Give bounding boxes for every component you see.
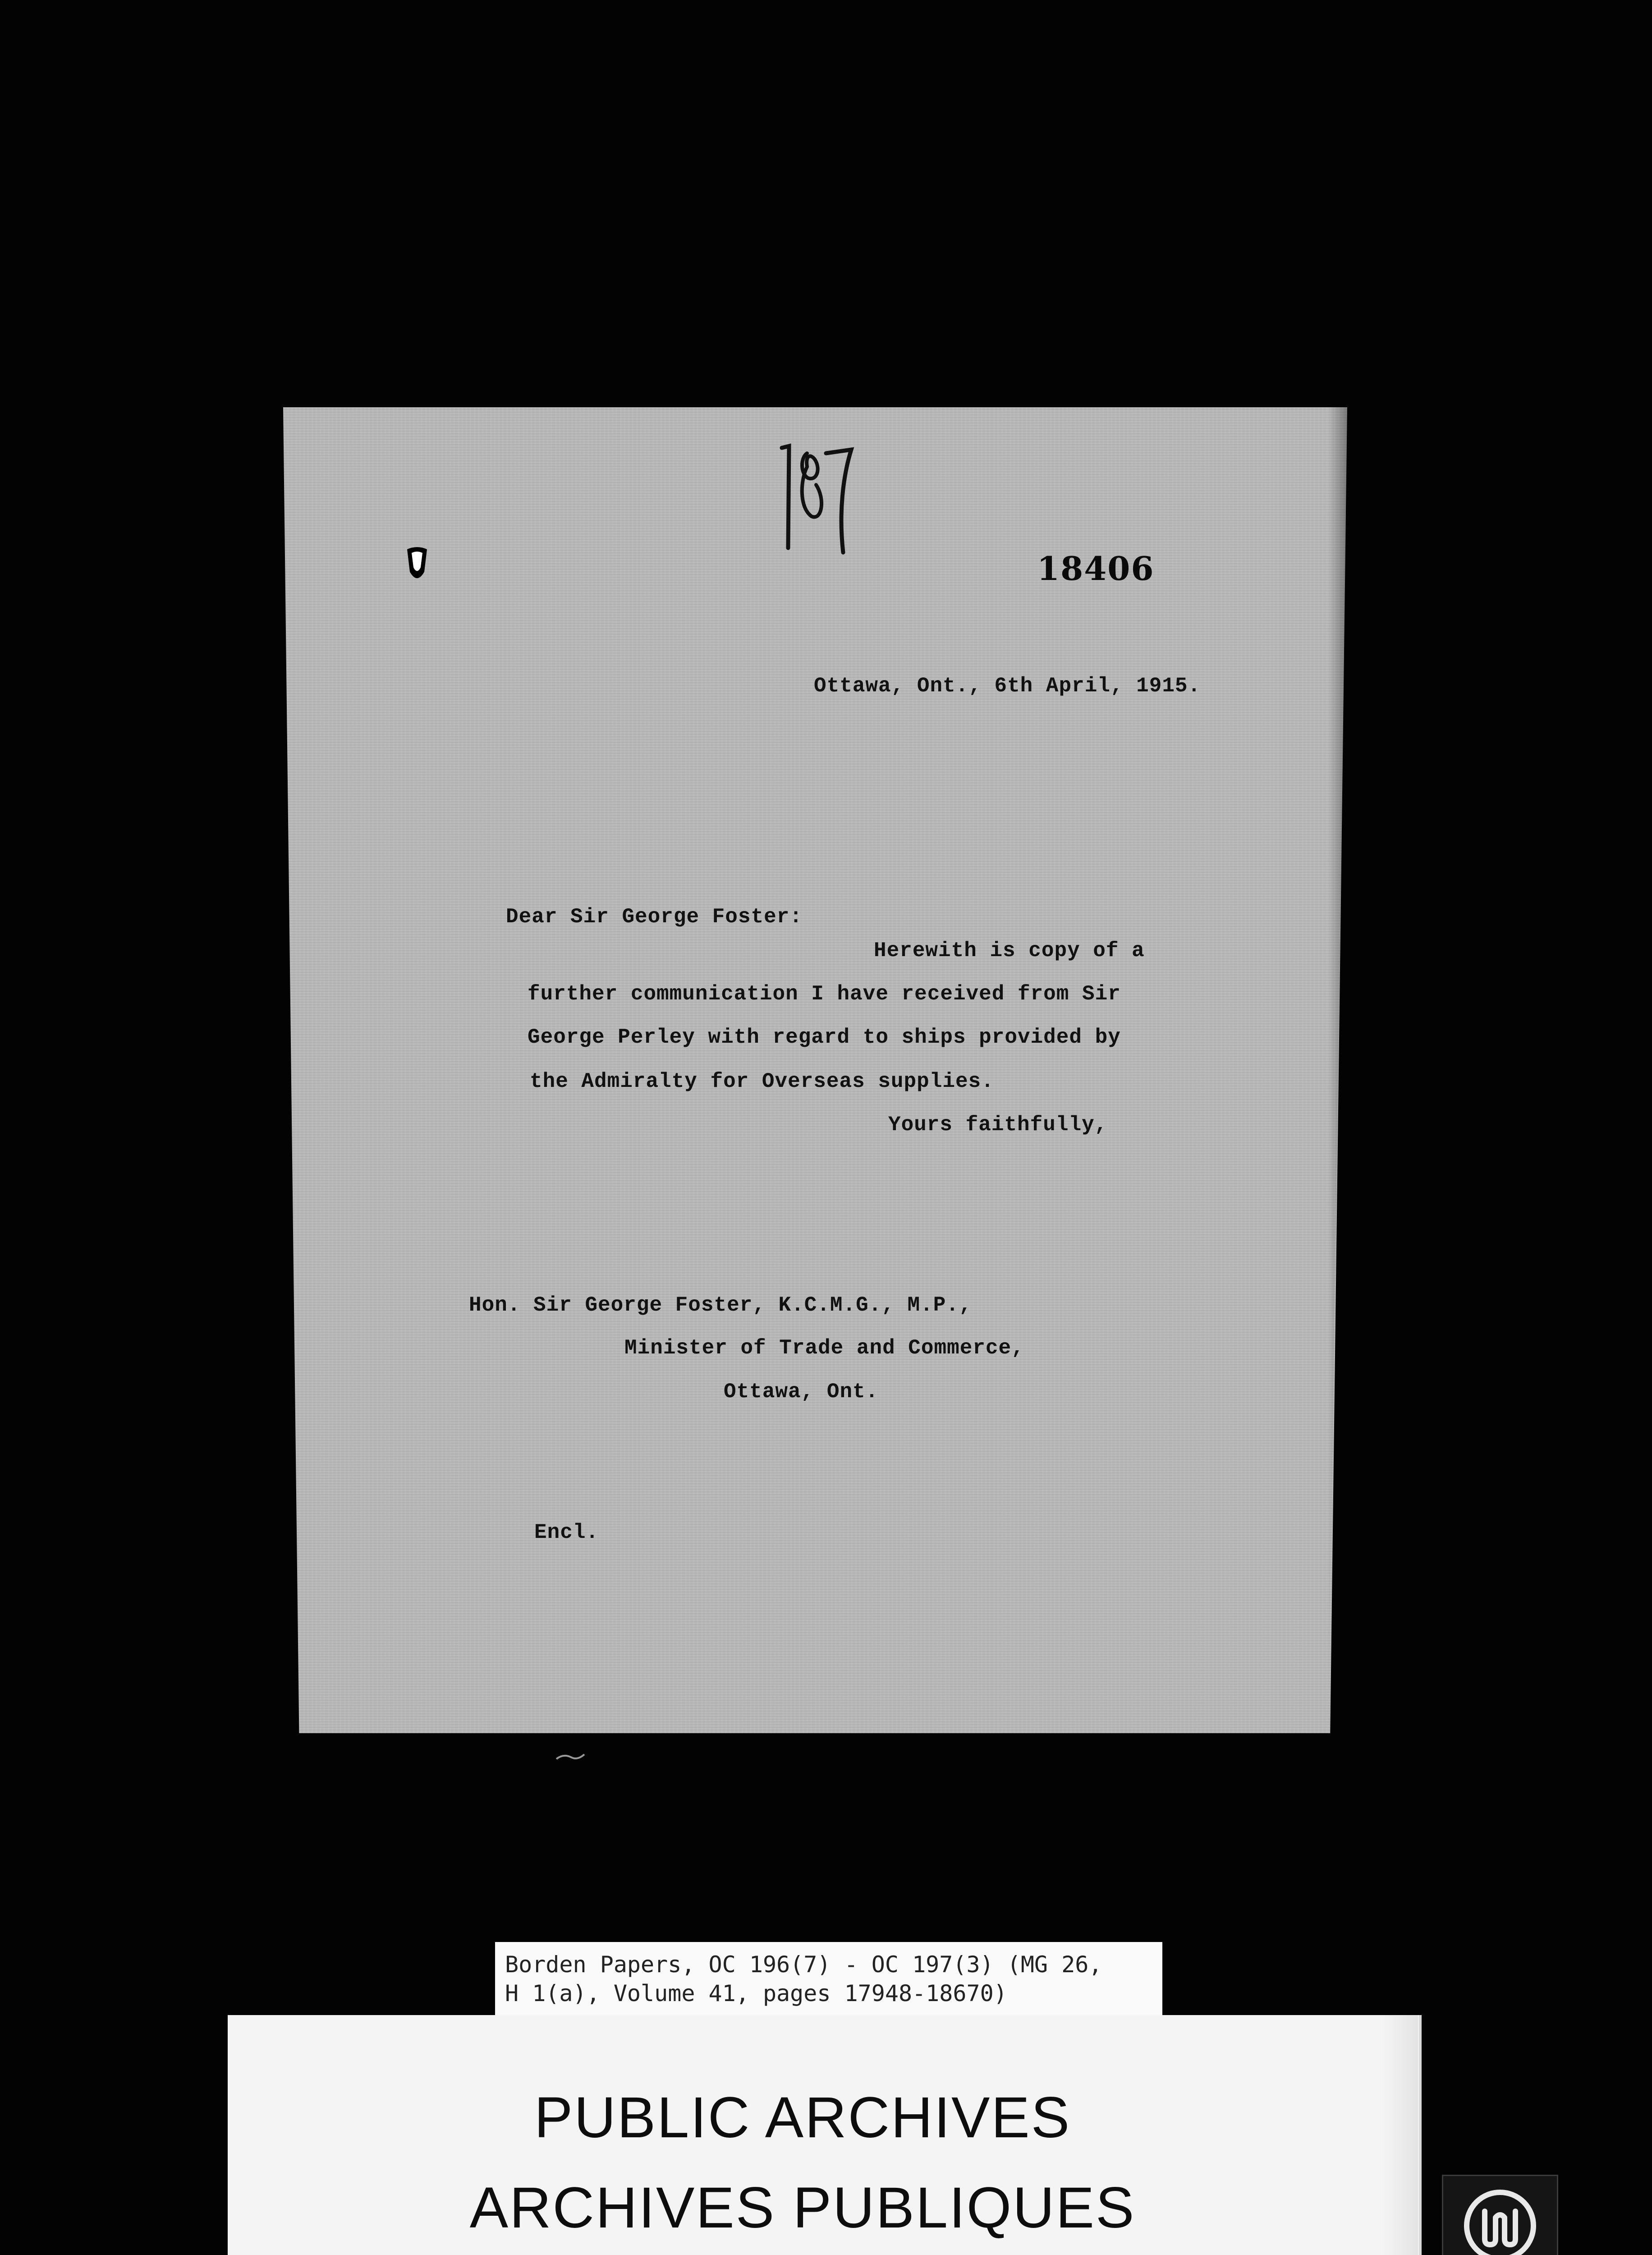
dateline: Ottawa, Ont., 6th April, 1915. [814,674,1201,698]
archive-label-card [228,2015,1422,2255]
citation-line: Borden Papers, OC 196(7) - OC 197(3) (MG 26, [505,1951,1102,1978]
punch-hole-mark [404,545,431,585]
body-line: George Perley with regard to ships provided by [528,1026,1121,1049]
closing: Yours faithfully, [888,1113,1108,1137]
body-line: further communication I have received from Sir [528,982,1121,1006]
address-line: Hon. Sir George Foster, K.C.M.G., M.P., [469,1293,972,1317]
archive-title-english: PUBLIC ARCHIVES [534,2085,1071,2150]
card-fold [1382,2015,1418,2255]
ink-smudge [555,1750,586,1763]
archives-emblem-icon [1442,2175,1558,2255]
body-line: Herewith is copy of a [874,939,1145,962]
document-number: 18406 [1037,549,1155,588]
address-line: Ottawa, Ont. [724,1380,879,1404]
citation-line: H 1(a), Volume 41, pages 17948-18670) [505,1980,1007,2006]
address-line: Minister of Trade and Commerce, [624,1336,1024,1360]
citation-slip [495,1942,1162,2027]
handwritten-mark [776,440,857,557]
archive-title-french: ARCHIVES PUBLIQUES [469,2176,1136,2240]
enclosure-note: Encl. [534,1521,599,1544]
salutation: Dear Sir George Foster: [506,905,803,929]
body-line: the Admiralty for Overseas supplies. [530,1070,994,1093]
